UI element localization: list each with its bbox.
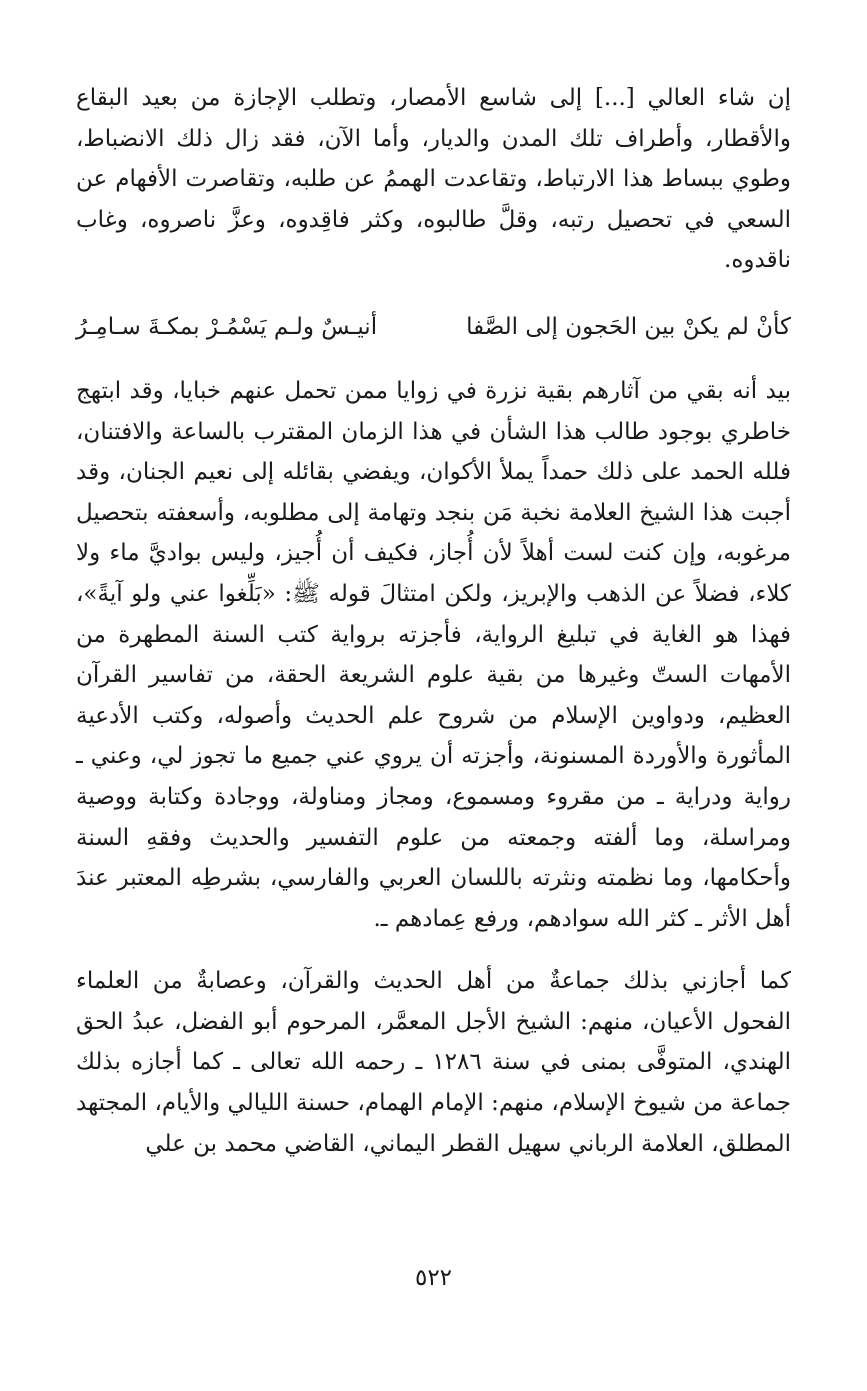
poem-first-hemistich: كأنْ لم يكنْ بين الحَجون إلى الصَّفا (466, 313, 791, 340)
page-number: ٥٢٢ (414, 1265, 453, 1291)
poem-verse (76, 307, 791, 347)
paragraph-2: بيد أنه بقي من آثارهم بقية نزرة في زوايا ممن تحمل عنهم خبايا، وقد ابتهج خاطري بوجود طالب هذا الشأن في هذا الزمان المقترب بالساعة والافتنان، فلله الحمد على ذلك حمداً يملأ الأكوان، ويفضي بقائله إلى نعيم الجنان، وقد أجبت هذا الشيخ العلامة نخبة مَن بنجد وتهامة إلى مطلوبه، وأسعفته بتحصيل مرغوبه، وإن كنت لست أهلاً لأن أُجاز، فكيف أن أُجيز، وليس بواديَّ ماء ولا كلاء، فضلاً عن الذهب والإبريز، ولكن امتثالَ قوله ﷺ: «بَلِّغوا عني ولو آيةً»، فهذا هو الغاية في تبليغ الرواية، فأجزته برواية كتب السنة المطهرة من الأمهات الستّ وغيرها من بقية علوم الشريعة الحقة، من تفاسير القرآن العظيم، ودواوين الإسلام من شروح علم الحديث وأصوله، وكتب الأدعية المأثورة والأوردة المسنونة، وأجزته أن يروي عني جميع ما تجوز لي، وعني ـ رواية ودراية ـ من مقروء ومسموع، ومجاز ومناولة، ووجادة وكتابة ووصية ومراسلة، وما ألفته وجمعته من علوم التفسير والحديث وفقهِ السنة وأحكامها، وما نظمته ونثرته باللسان العربي والفارسي، بشرطِه المعتبر عندَ أهل الأثر ـ كثر الله سوادهم، ورفع عِمادهم ـ. (76, 377, 791, 932)
poem-second-hemistich: أنيـسٌ ولـم يَسْمُـرْ بمكـةَ سـامِـرُ (76, 313, 378, 340)
paragraph-1: إن شاء العالي [...] إلى شاسع الأمصار، وتطلب الإجازة من بعيد البقاع والأقطار، وأطراف تلك المدن والديار، وأما الآن، فقد زال ذلك الانضباط، وطوي ببساط هذا الارتباط، وتقاعدت الهممُ عن طلبه، وتقاصرت الأفهام عن السعي في تحصيل رتبه، وقلَّ طالبوه، وكثر فاقِدوه، وعزَّ ناصروه، وغاب ناقدوه. (76, 85, 791, 274)
page-body (76, 78, 791, 1164)
paragraph-3: كما أجازني بذلك جماعةٌ من أهل الحديث والقرآن، وعصابةٌ من العلماء الفحول الأعيان، منهم: الشيخ الأجل المعمَّر، المرحوم أبو الفضل، عبدُ الحق الهندي، المتوفَّى بمنى في سنة ١٢٨٦ ـ رحمه الله تعالى ـ كما أجازه بذلك جماعة من شيوخ الإسلام، منهم: الإمام الهمام، حسنة الليالي والأيام، المجتهد المطلق، العلامة الرباني سهيل القطر اليماني، القاضي محمد بن علي (76, 968, 791, 1157)
